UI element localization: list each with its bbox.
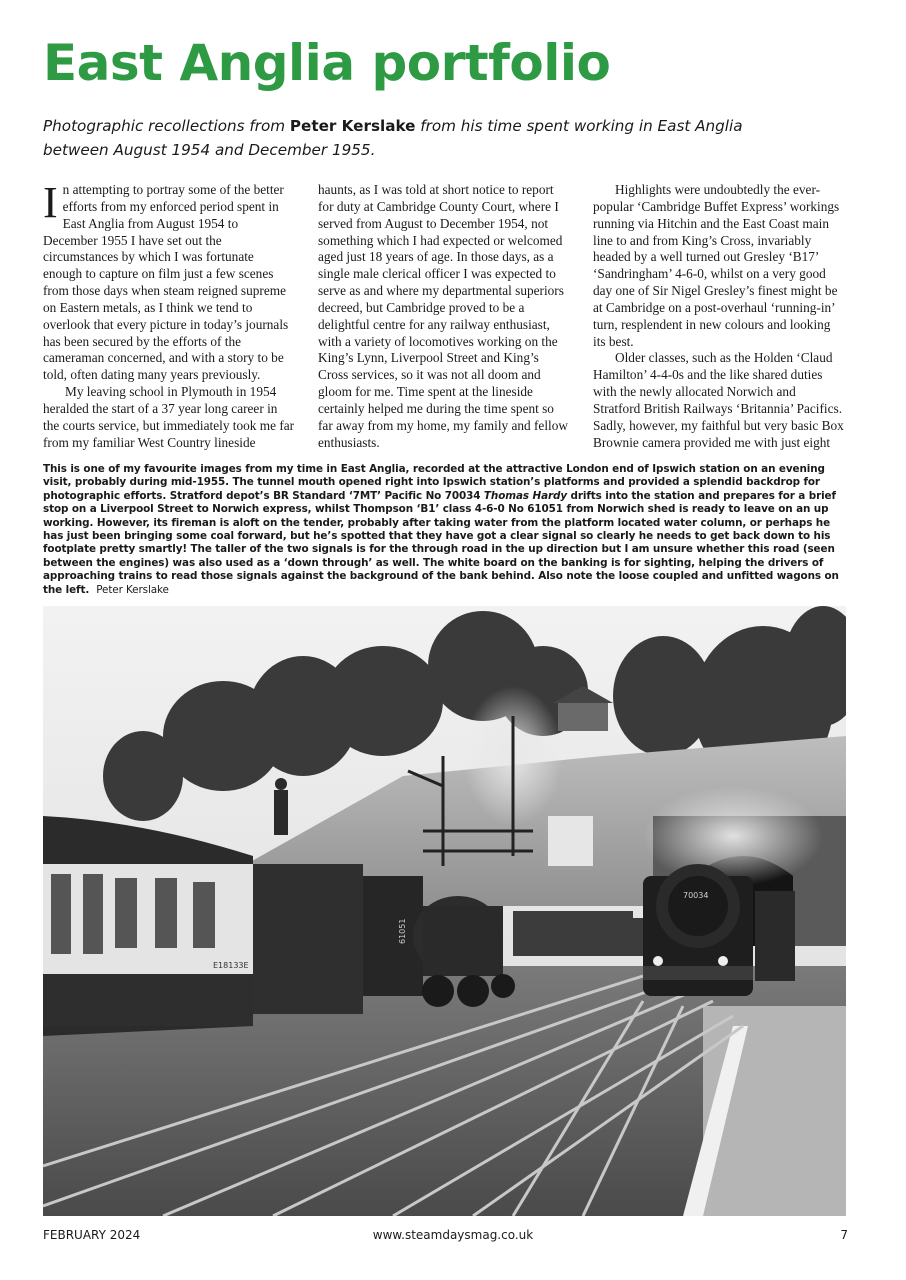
body-paragraph: My leaving school in Plymouth in 1954 heralded the start of a 37 year long career in the courts service, but immediately took me far from my familiar West Country lineside	[43, 384, 295, 450]
standfirst-text-after: from his time spent working in East Anglia between August 1954 and December 1955.	[43, 117, 743, 159]
coach-number: E18133E	[213, 961, 249, 970]
page-number: 7	[840, 1228, 848, 1242]
fireman-on-tender	[274, 778, 288, 835]
ipswich-station-photo	[43, 606, 846, 1216]
body-paragraph: Older classes, such as the Holden ‘Claud Hamilton’ 4-4-0s and the like shared duties with the newly allocated Norwich and Stratford British Railways ‘Britannia’ Pacifics. Sadly, however, my faithful but very basic Box Brownie camera provided me with just eight	[593, 350, 844, 450]
steam-cloud	[643, 786, 823, 886]
smokebox-number: 70034	[683, 891, 709, 900]
caption-text: This is one of my favourite images from my time in East Anglia, recorded at the attractive London end of Ipswich station on an evening visit, probably during mid-1955. The tunnel mouth opened right into Ipswich station’s platforms and provided a splendid backdrop for photographic efforts. Stratford depot’s BR Standard ‘7MT’ Pacific No 70034	[43, 463, 825, 502]
photo-credit: Peter Kerslake	[96, 583, 169, 596]
sighting-board	[548, 816, 593, 866]
body-paragraph: Highlights were undoubtedly the ever-popular ‘Cambridge Buffet Express’ workings running via Hitchin and the East Coast main line to and from King’s Cross, invariably headed by a well turned out Gresley ‘B17’ ‘Sandringham’ 4-6-0, whilst on a very good day one of Sir Nigel Gresley’s finest might be at Cambridge on a post-overhaul ‘running-in’ turn, resplendent in new colours and looking its best.	[593, 182, 840, 349]
author-name: Peter Kerslake	[289, 117, 416, 135]
drop-cap: I	[43, 182, 58, 227]
body-columns	[43, 182, 846, 450]
column-1	[43, 182, 296, 450]
caption-text: drifts into the station and prepares for a brief stop on a Liverpool Street to Norwich express, whilst Thompson ‘B1’ class 4-6-0 No 61051 from Norwich shed is ready to leave on an up working. However, its fireman is aloft on the tender, probably after taking water from the platform located water column, or perhaps he has just been bringing some coal forward, but he’s spotted that they have got a clear signal so clearly he needs to get back down to his footplate pretty smartly! The taller of the two signals is for the through road in the up direction but I am unsure whether this road (seen between the engines) was also used as a ‘down through’ as well. The white board on the banking is for sighting, helping the drivers of approaching trains to read those signals against the background of the bank behind. Also note the loose coupled and unfitted wagons on the left.	[43, 489, 839, 596]
tender-number: 61051	[398, 918, 407, 944]
column-3	[593, 182, 846, 450]
coach-e18133e	[43, 816, 253, 1036]
caption-loco-name: Thomas Hardy	[483, 489, 568, 502]
photo-illustration	[43, 606, 846, 1216]
body-paragraph-text: n attempting to portray some of the better efforts from my enforced period spent in East Anglia from August 1954 to December 1955 I have set out the circumstances by which I was fortunate enough to capture on film just a few scenes from those days when steam reigned supreme on Eastern metals, as I think we tend to overlook that every picture in today’s journals has been secured by the efforts of the cameraman concerned, and with a story to be told, often dating many years previously.	[43, 182, 289, 383]
website-url: www.steamdaysmag.co.uk	[372, 1228, 534, 1242]
article-title: East Anglia portfolio	[43, 34, 611, 92]
column-2	[318, 182, 571, 450]
photo-caption	[43, 463, 848, 597]
issue-date: FEBRUARY 2024	[43, 1228, 141, 1242]
standfirst	[43, 114, 803, 162]
standfirst-text-before: Photographic recollections from	[43, 117, 290, 135]
body-paragraph: haunts, as I was told at short notice to report for duty at Cambridge County Court, where I served from August to December 1954, not something which I had expected or welcomed aged just 18 years of age. In those days, as a single male clerical officer I was expected to serve as and where my departmental superiors decreed, but Cambridge proved to be a delightful centre for any railway enthusiast, with a variety of locomotives working on the King’s Lynn, Liverpool Street and King’s Cross services, so it was not all doom and gloom for me. Time spent at the lineside certainly helped me during the time spent so far away from my home, my family and fellow enthusiasts.	[318, 182, 568, 450]
body-paragraph	[43, 182, 296, 384]
